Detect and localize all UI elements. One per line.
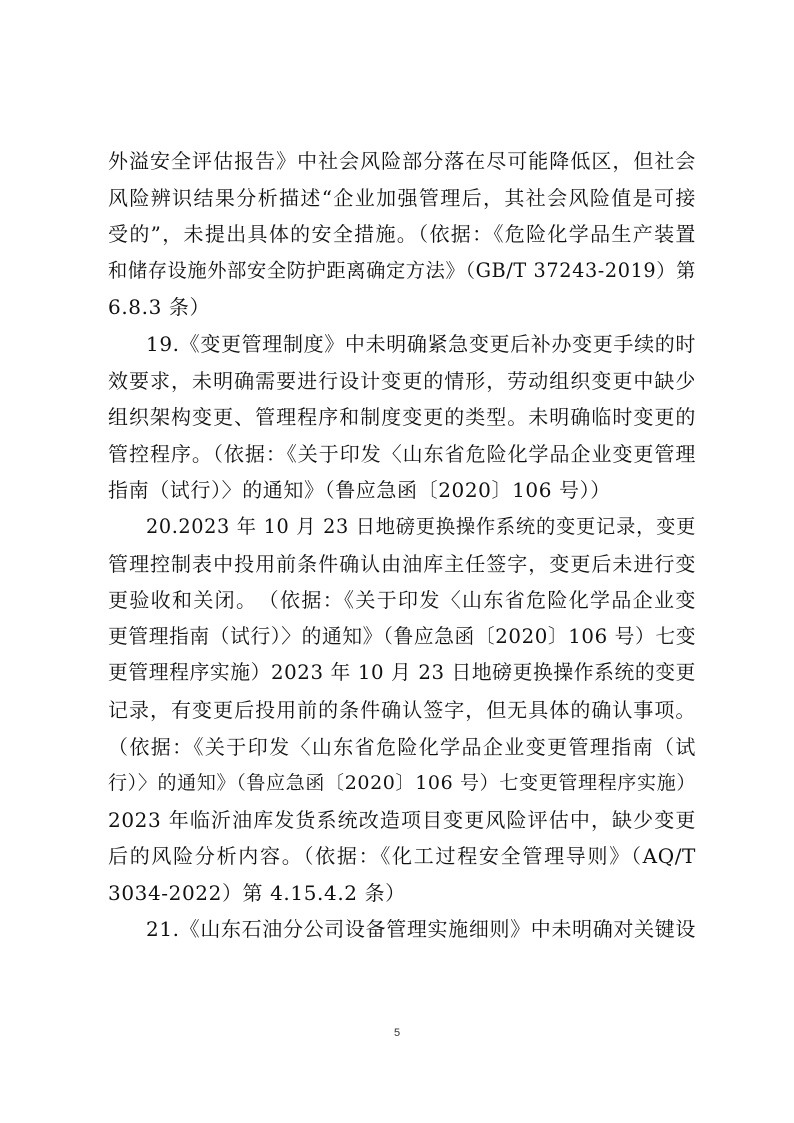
text-line-13: 更验收和关闭。 （依据：《关于印发〈山东省危险化学品企业变 (108, 588, 696, 613)
text-line-10: 指南（试行）〉的通知》（鲁应急函〔2020〕106 号）） (108, 478, 611, 503)
text-line-9: 管控程序。（依据：《关于印发〈山东省危险化学品企业变更管理 (108, 441, 696, 466)
text-line-3: 受的”，未提出具体的安全措施。（依据：《危险化学品生产装置 (108, 222, 696, 247)
text-line-12: 管理控制表中投用前条件确认由油库主任签字，变更后未进行变 (108, 551, 696, 576)
text-line-16: 记录，有变更后投用前的条件确认签字，但无具体的确认事项。 (108, 697, 696, 722)
item-21-start: 21.《山东石油分公司设备管理实施细则》中未明确对关键设 (146, 917, 696, 942)
item-20-start: 20.2023 年 10 月 23 日地磅更换操作系统的变更记录，变更 (146, 514, 696, 538)
text-line-8: 组织架构变更、管理程序和制度变更的类型。未明确临时变更的 (108, 405, 696, 430)
text-line-15: 更管理程序实施）2023 年 10 月 23 日地磅更换操作系统的变更 (108, 661, 696, 685)
text-line-1: 外溢安全评估报告》中社会风险部分落在尽可能降低区，但社会 (108, 149, 696, 173)
text-line-20: 后的风险分析内容。（依据：《化工过程安全管理导则》（AQ/T (108, 844, 696, 869)
text-line-21: 3034-2022）第 4.15.4.2 条） (108, 880, 406, 905)
text-line-18: 行）〉的通知》（鲁应急函〔2020〕106 号）七变更管理程序实施） (108, 772, 696, 795)
document-body (108, 143, 696, 948)
text-line-5: 6.8.3 条） (108, 295, 211, 320)
text-line-17: （依据：《关于印发〈山东省危险化学品企业变更管理指南（试 (108, 734, 696, 759)
page-number: 5 (393, 1027, 401, 1039)
item-19-start: 19.《变更管理制度》中未明确紧急变更后补办变更手续的时 (146, 331, 696, 356)
text-line-14: 更管理指南（试行）〉的通知》（鲁应急函〔2020〕106 号）七变 (108, 624, 697, 648)
text-line-2: 风险辨识结果分析描述“企业加强管理后，其社会风险值是可接 (108, 185, 696, 210)
text-line-19: 2023 年临沂油库发货系统改造项目变更风险评估中，缺少变更 (108, 807, 696, 832)
text-line-7: 效要求，未明确需要进行设计变更的情形，劳动组织变更中缺少 (108, 368, 696, 393)
text-line-4: 和储存设施外部安全防护距离确定方法》（GB/T 37243-2019）第 (108, 258, 696, 282)
